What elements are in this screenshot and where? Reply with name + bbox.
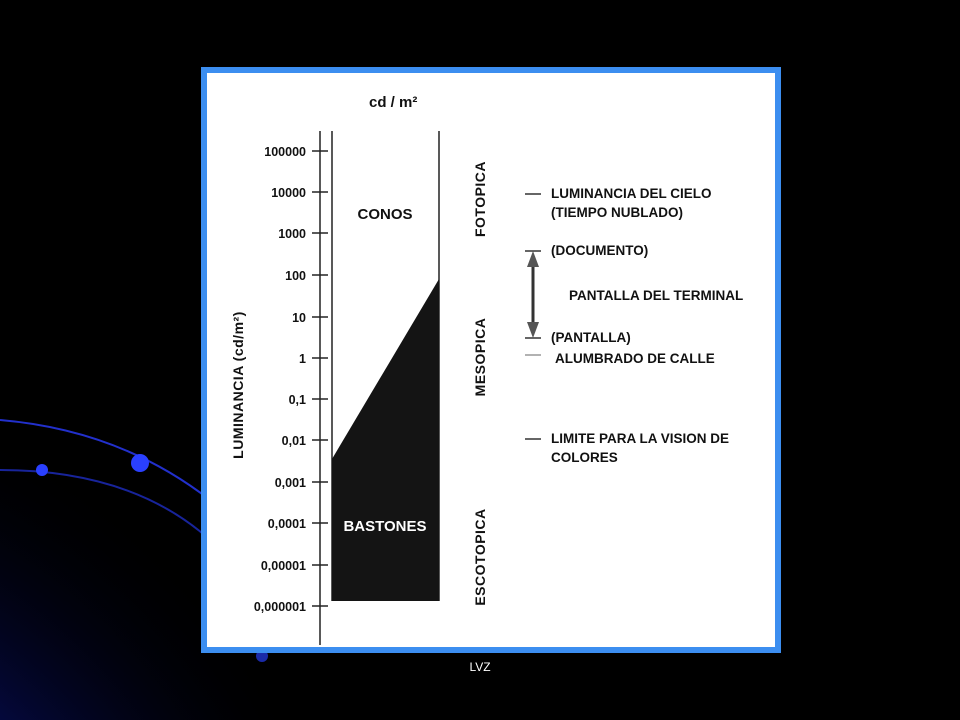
footer-label: LVZ — [469, 660, 491, 674]
note-color-limit-line2: COLORES — [551, 450, 618, 465]
diagram-panel — [207, 73, 775, 647]
tick-label: 0,00001 — [260, 559, 306, 573]
tick-label: 10 — [292, 311, 306, 325]
note-sky-line2: (TIEMPO NUBLADO) — [551, 205, 683, 220]
zone-fotopica: FOTOPICA — [472, 160, 488, 238]
tick-label: 100000 — [264, 145, 306, 159]
cones-label: CONOS — [357, 206, 413, 223]
note-screen: (PANTALLA) — [551, 330, 631, 345]
terminal-range-arrow — [527, 251, 539, 338]
note-sky-line1: LUMINANCIA DEL CIELO — [551, 186, 712, 201]
orb-large — [131, 454, 149, 472]
rods-region — [332, 279, 439, 601]
tick-label: 0,001 — [274, 476, 306, 490]
tick-label: 0,1 — [288, 393, 306, 407]
note-street: ALUMBRADO DE CALLE — [555, 351, 715, 366]
tick-label: 100 — [285, 269, 306, 283]
orb-small — [36, 464, 48, 476]
tick-label: 0,01 — [281, 434, 306, 448]
tick-label: 1000 — [278, 227, 306, 241]
tick-label: 10000 — [271, 186, 306, 200]
tick-label: 1 — [299, 352, 306, 366]
tick-label: 0,0001 — [267, 517, 306, 531]
rods-label: BASTONES — [343, 518, 427, 535]
luminance-ticks — [254, 145, 328, 614]
zone-mesopica: MESOPICA — [472, 317, 488, 397]
zone-escotopica: ESCOTOPICA — [472, 508, 488, 606]
axis-label: LUMINANCIA (cd/m²) — [230, 311, 246, 459]
unit-header: cd / m² — [369, 94, 418, 111]
luminance-diagram — [207, 73, 775, 647]
image-frame — [201, 67, 781, 653]
note-terminal: PANTALLA DEL TERMINAL — [569, 288, 744, 303]
note-color-limit-line1: LIMITE PARA LA VISION DE — [551, 431, 730, 446]
note-document: (DOCUMENTO) — [551, 243, 649, 258]
tick-label: 0,000001 — [253, 600, 306, 614]
